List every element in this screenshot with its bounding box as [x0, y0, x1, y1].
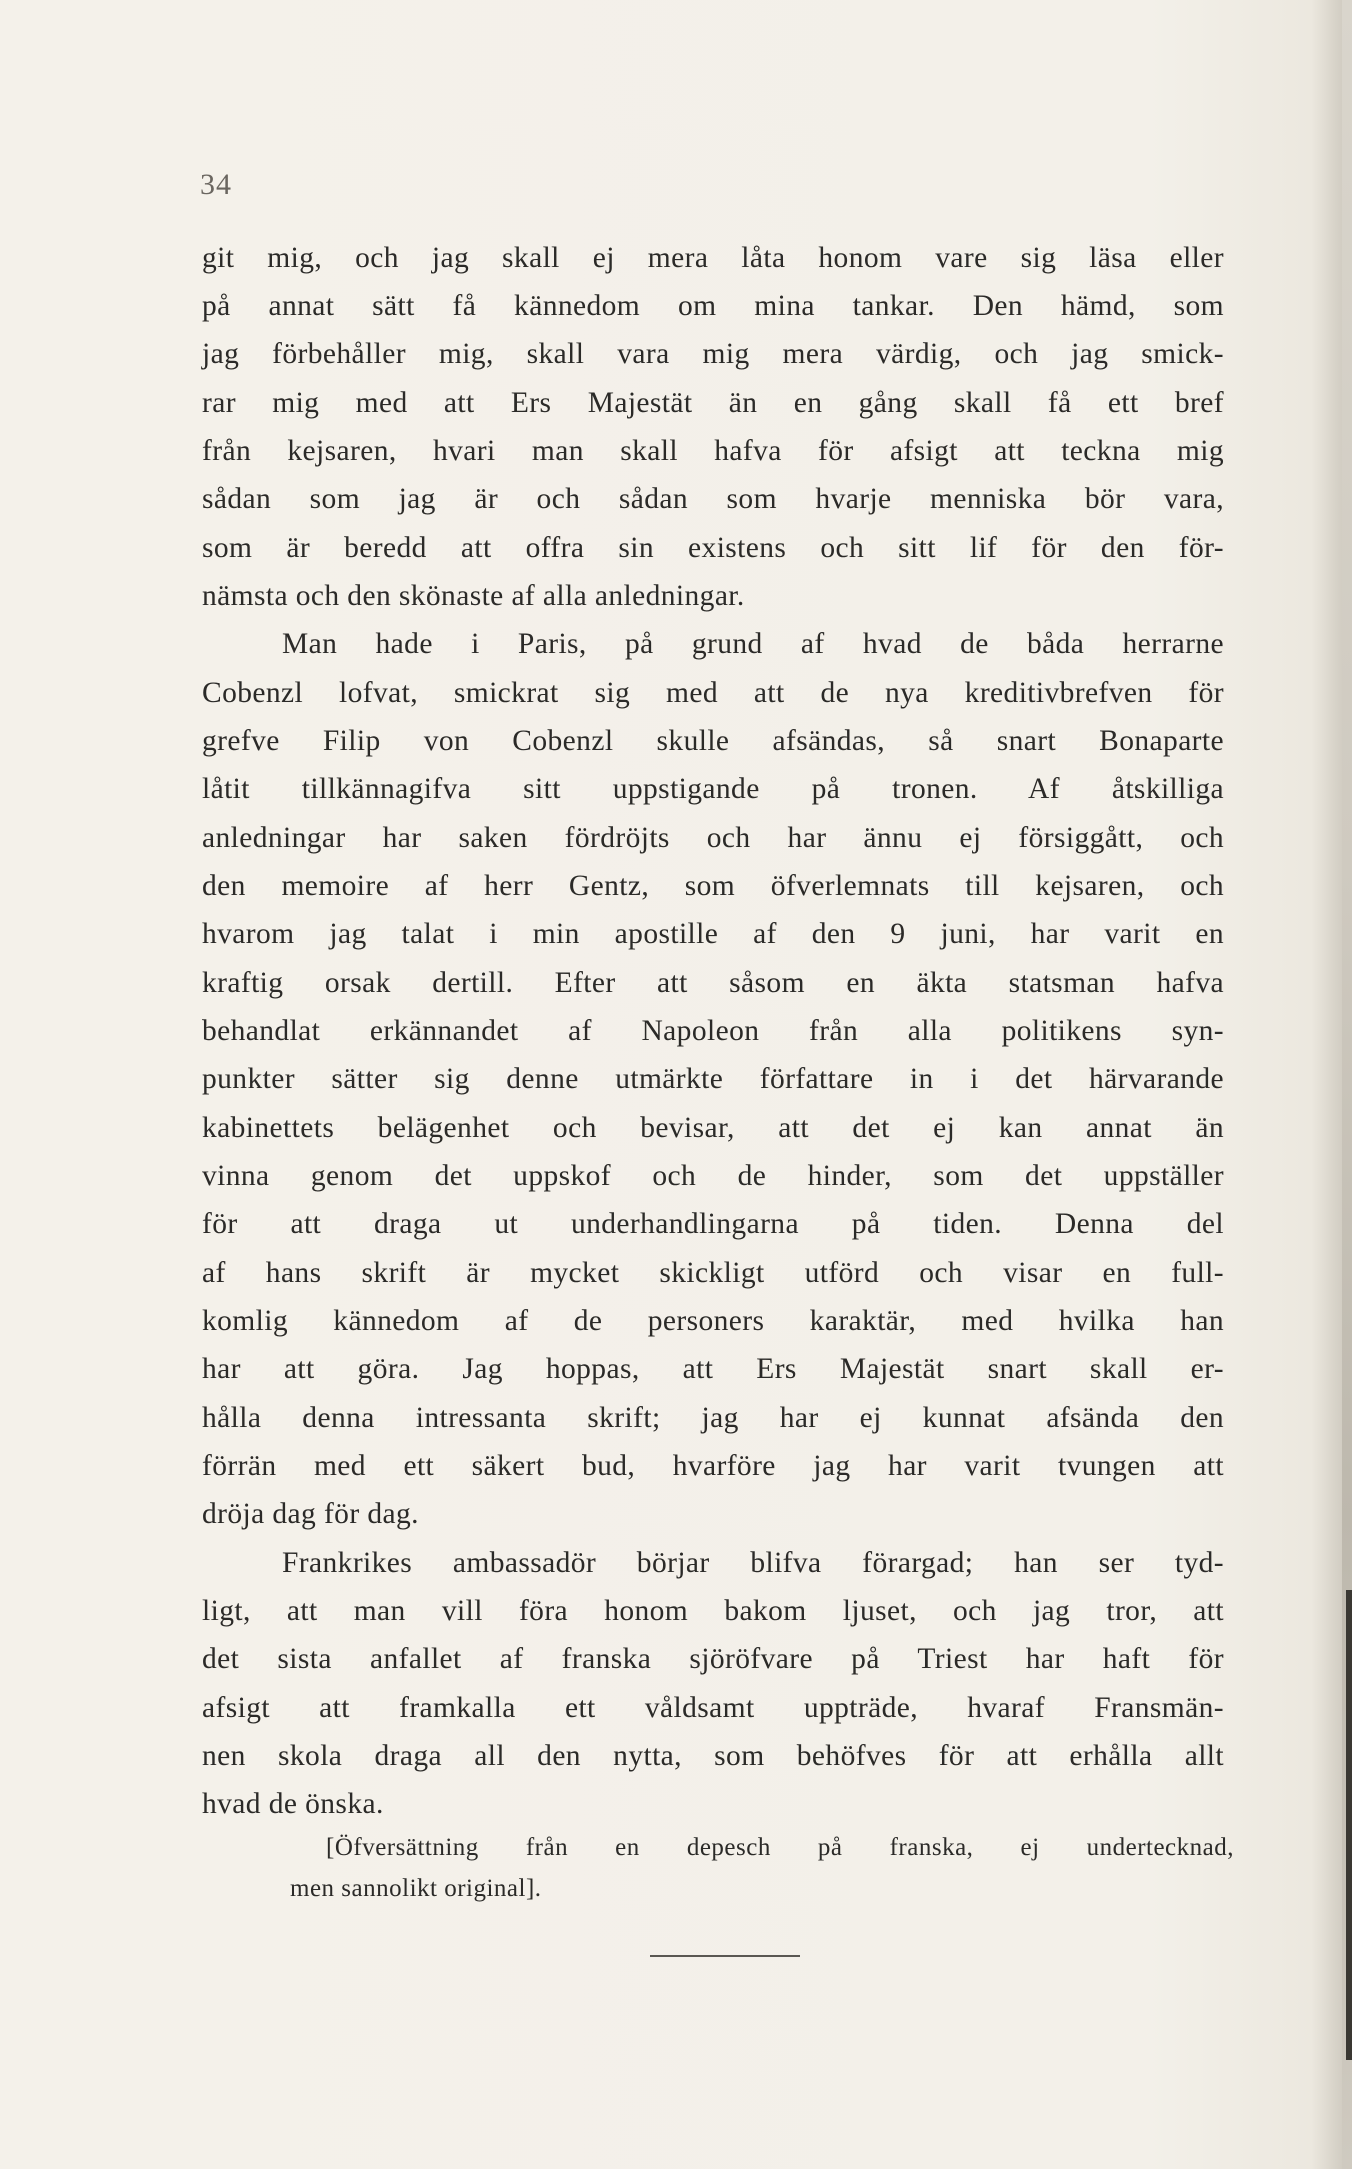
page-edge-shadow: [1346, 1590, 1352, 2060]
text-line: hålla denna intressanta skrift; jag har ej kunnat afsända den: [202, 1402, 1224, 1434]
text-line: git mig, och jag skall ej mera låta honom vare sig läsa eller: [202, 242, 1224, 274]
text-line: hvad de önska.: [202, 1788, 384, 1820]
text-line: af hans skrift är mycket skickligt utförd och visar en full-: [202, 1257, 1224, 1289]
text-line: förrän med ett säkert bud, hvarföre jag har varit tvungen att: [202, 1450, 1224, 1482]
text-line: punkter sätter sig denne utmärkte författare in i det härvarande: [202, 1063, 1224, 1095]
text-line: vinna genom det uppskof och de hinder, som det uppställer: [202, 1160, 1224, 1192]
text-line: grefve Filip von Cobenzl skulle afsändas, så snart Bonaparte: [202, 725, 1224, 757]
text-line: som är beredd att offra sin existens och sitt lif för den för-: [202, 532, 1224, 564]
text-line: afsigt att framkalla ett våldsamt uppträde, hvaraf Fransmän-: [202, 1692, 1224, 1724]
text-line: nämsta och den skönaste af alla anledningar.: [202, 580, 745, 612]
text-line: kraftig orsak dertill. Efter att såsom en äkta statsman hafva: [202, 967, 1224, 999]
text-line: hvarom jag talat i min apostille af den 9 juni, har varit en: [202, 918, 1224, 950]
text-line: det sista anfallet af franska sjöröfvare på Triest har haft för: [202, 1643, 1224, 1675]
text-line: anledningar har saken fördröjts och har ännu ej försiggått, och: [202, 822, 1224, 854]
text-line: låtit tillkännagifva sitt uppstigande på tronen. Af åtskilliga: [202, 773, 1224, 805]
note-line: [Öfversättning från en depesch på franska, ej undertecknad,: [326, 1834, 1234, 1861]
text-line: Cobenzl lofvat, smickrat sig med att de nya kreditivbrefven för: [202, 677, 1224, 709]
text-line: jag förbehåller mig, skall vara mig mera värdig, och jag smick-: [202, 338, 1224, 370]
text-line: på annat sätt få kännedom om mina tankar. Den hämd, som: [202, 290, 1224, 322]
text-line: nen skola draga all den nytta, som behöfves för att erhålla allt: [202, 1740, 1224, 1772]
text-line: Man hade i Paris, på grund af hvad de båda herrarne: [282, 628, 1224, 660]
text-line: behandlat erkännandet af Napoleon från alla politikens syn-: [202, 1015, 1224, 1047]
text-line: ligt, att man vill föra honom bakom ljuset, och jag tror, att: [202, 1595, 1224, 1627]
text-line: komlig kännedom af de personers karaktär, med hvilka han: [202, 1305, 1224, 1337]
text-line: kabinettets belägenhet och bevisar, att det ej kan annat än: [202, 1112, 1224, 1144]
text-line: för att draga ut underhandlingarna på tiden. Denna del: [202, 1208, 1224, 1240]
text-line: rar mig med att Ers Majestät än en gång skall få ett bref: [202, 387, 1224, 419]
text-line: Frankrikes ambassadör börjar blifva förargad; han ser tyd-: [282, 1547, 1224, 1579]
text-line: sådan som jag är och sådan som hvarje menniska bör vara,: [202, 483, 1224, 515]
text-line: från kejsaren, hvari man skall hafva för afsigt att teckna mig: [202, 435, 1224, 467]
text-line: den memoire af herr Gentz, som öfverlemnats till kejsaren, och: [202, 870, 1224, 902]
text-line: har att göra. Jag hoppas, att Ers Majestät snart skall er-: [202, 1353, 1224, 1385]
section-divider: [650, 1955, 800, 1957]
note-line: men sannolikt original].: [290, 1875, 542, 1902]
page-number: 34: [200, 168, 232, 201]
text-line: dröja dag för dag.: [202, 1498, 419, 1530]
